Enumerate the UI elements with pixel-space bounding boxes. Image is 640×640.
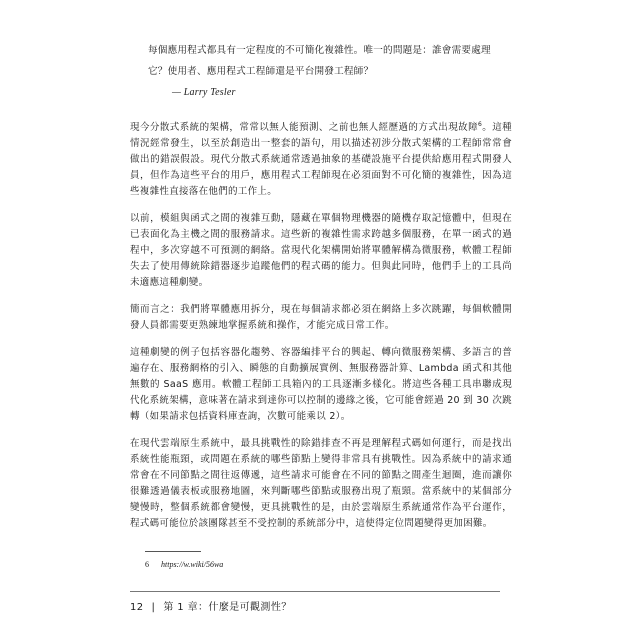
footnote-divider bbox=[145, 551, 201, 552]
footnote bbox=[145, 560, 223, 569]
paragraph-5: 在現代雲端原生系統中，最具挑戰性的除錯排查不再是理解程式碼如何運行，而是找出系統性能瓶頸，或問題在系統的哪些節點上變得非常具有挑戰性。因為系統中的請求通常會在不同節點之間往返傳遞，這些請求可能會在不同的節點之間產生迴圈，進而讓你很難透過儀表板或服務地圖，來判斷哪些節點或服務出現了瓶頸。當系統中的某個部分變慢時，整個系統都會變慢，更具挑戰性的是，由於雲端原生系統通常作為平台運作，程式碼可能位於該團隊甚至不受控制的系統部分中，這使得定位問題變得更加困難。 bbox=[130, 438, 512, 529]
paragraph-2: 以前，模組與函式之間的複雜互動，隱藏在單個物理機器的隨機存取記憶體中，但現在已表面化為主機之間的服務請求。這些新的複雜性需求跨越多個服務，在單一函式的過程中，多次穿越不可預測的網絡。當現代化架構開始將單體解構為微服務，軟體工程師失去了使用傳統除錯器逐步追蹤他們的程式碼的能力。但與此同時，他們手上的工具尚未適應這種劇變。 bbox=[130, 213, 512, 288]
paragraph-3: 簡而言之：我們將單體應用拆分，現在每個請求都必須在網絡上多次跳躍，每個軟體開發人員都需要更熟練地掌握系統和操作，才能完成日常工作。 bbox=[130, 304, 512, 331]
epigraph-attribution: — Larry Tesler bbox=[172, 87, 236, 98]
paragraph-4: 這種劇變的例子包括容器化趨勢、容器編排平台的興起、轉向微服務架構、多語言的普遍存在、服務網格的引入、瞬態的自動擴展實例、無服務器計算、Lambda 函式和其他無數的 SaaS 應用。軟體工程師工具箱內的工具逐漸多樣化。將這些各種工具串聯成現代化系統架構，意味著在請求到達你可以控制的邊緣之後，它可能會經過 20 到 30 次跳轉（如果請求包括資料庫查詢，次數可能乘以 2）。 bbox=[130, 347, 512, 422]
epigraph bbox=[148, 40, 500, 103]
footnote-reference[interactable]: 6 bbox=[478, 120, 483, 128]
body-text bbox=[130, 120, 512, 543]
footnote-link[interactable]: https://w.wiki/56wa bbox=[161, 560, 224, 569]
footnote-number: 6 bbox=[145, 560, 149, 569]
footer-divider bbox=[130, 591, 500, 592]
chapter-title: 第 1 章：什麼是可觀測性？ bbox=[163, 602, 292, 613]
epigraph-quote: 每個應用程式都具有一定程度的不可簡化複雜性。唯一的問題是：誰會需要處理它？使用者、應用程式工程師還是平台開發工程師？ bbox=[148, 45, 491, 77]
paragraph-1 bbox=[130, 120, 512, 200]
footer-separator: | bbox=[151, 602, 156, 613]
page-number: 12 bbox=[130, 602, 144, 613]
page-footer bbox=[130, 598, 292, 613]
paragraph-1-text-b: 。這種情況經常發生，以至於創造出一整套的語句，用以描述初涉分散式架構的工程師常常會做出的錯誤假設。現代分散式系統通常透過抽象的基礎設施平台提供給應用程式開發人員，但作為這些平台的用戶，應用程式工程師現在必須面對不可化簡的複雜性，因為這些複雜性直接落在他們的工作上。 bbox=[130, 122, 512, 197]
paragraph-1-text-a: 現今分散式系統的架構，常常以無人能預測、之前也無人經歷過的方式出現故障 bbox=[130, 122, 479, 133]
